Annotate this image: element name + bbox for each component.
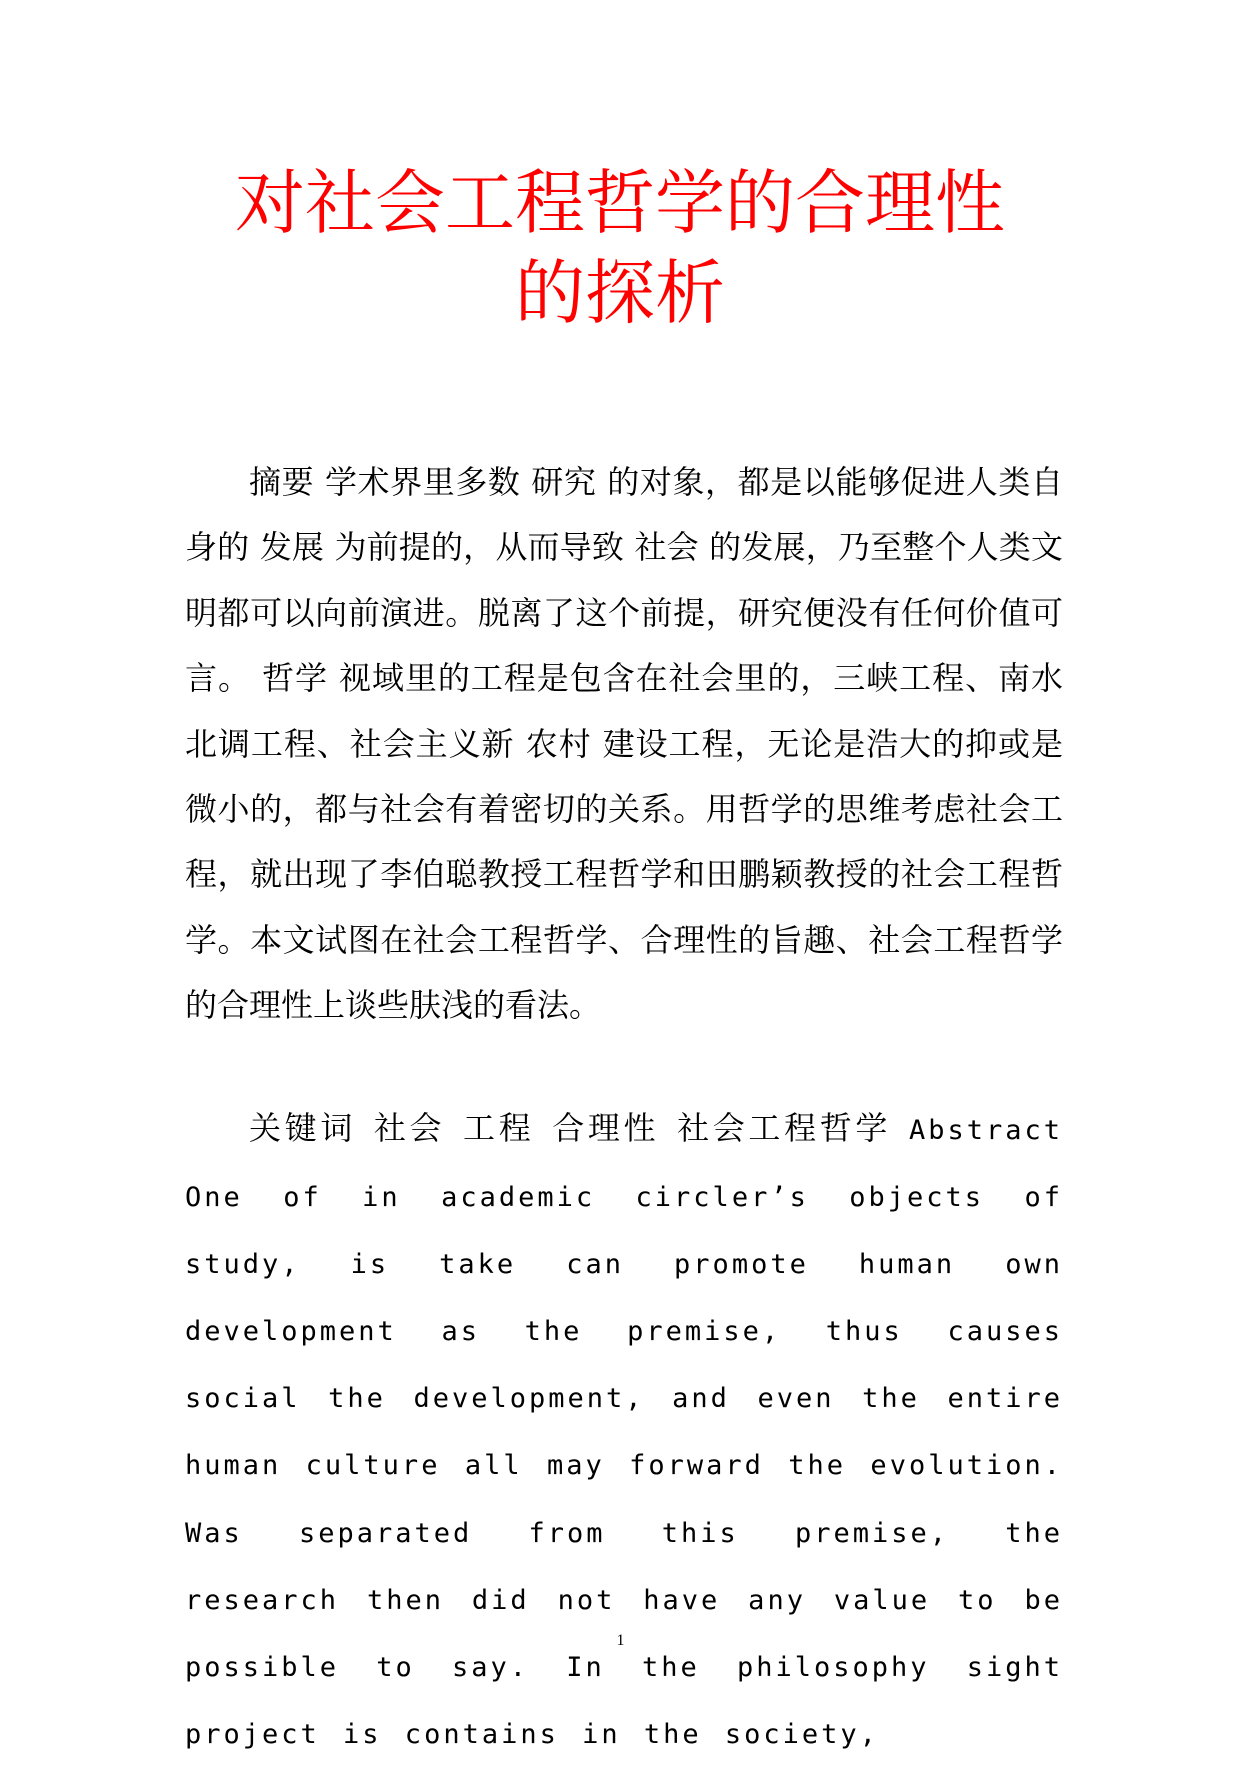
abstract-chinese: 摘要 学术界里多数 研究 的对象，都是以能够促进人类自身的 发展 为前提的，从而导致 社会 的发展，乃至整个人类文明都可以向前演进。脱离了这个前提，研究便没有任何价值可言。 哲学 视域里的工程是包含在社会里的，三峡工程、南水北调工程、社会主义新 农村 建设工程，无论是浩大的抑或是微小的，都与社会有着密切的关系。用哲学的思维考虑社会工程，就出现了李伯聪教授工程哲学和田鹏颖教授的社会工程哲学。本文试图在社会工程哲学、合理性的旨趣、社会工程哲学的合理性上谈些肤浅的看法。 — [185, 463, 1063, 1025]
title-line-2: 的探析 — [515, 252, 725, 334]
keywords-chinese: 关键词 社会 工程 合理性 社会工程哲学 — [249, 1109, 892, 1147]
abstract-english: Abstract One of in academic circler’s objects of study, is take can promote human own development as the premise, thus causes social the development, and even the entire human culture all may forward the evolution. Was separated from this premise, the research then did not have any value to be possible to say. In the philosophy sight project is contains in the society, — [185, 1115, 1063, 1750]
document-title — [170, 158, 1070, 338]
keywords-and-abstract-english — [185, 1096, 1063, 1767]
page-number: 1 — [616, 1632, 625, 1649]
title-line-1: 对社会工程哲学的合理性 — [235, 162, 1005, 244]
